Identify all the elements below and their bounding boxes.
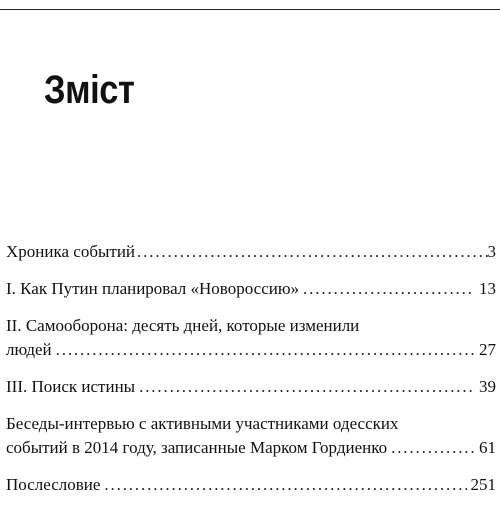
page-title: Зміст [44, 68, 135, 112]
dot-leader [391, 436, 475, 460]
toc-entry-title: Хроника событий [6, 242, 136, 261]
toc-entry-title: Беседы-интервью с активными участниками одесских [6, 414, 399, 433]
toc-page-number: 13 [479, 279, 496, 298]
toc-page-number: 3 [487, 242, 496, 261]
toc-entry-title: III. Поиск истины [6, 377, 136, 396]
toc-entry-chapter-1[interactable] [6, 277, 496, 301]
toc-entry-title-continued: людей [6, 340, 52, 359]
toc-entry-chapter-3[interactable] [6, 375, 496, 399]
dot-leader [303, 277, 475, 301]
toc-entry-title: I. Как Путин планировал «Новороссию» [6, 279, 300, 298]
table-of-contents [6, 240, 496, 510]
dot-leader [56, 338, 475, 362]
toc-entry-chapter-2[interactable] [6, 314, 496, 362]
toc-entry-chronicle[interactable] [6, 240, 496, 264]
dot-leader [104, 473, 466, 497]
toc-page-number: 39 [479, 377, 496, 396]
dot-leader [137, 240, 487, 264]
toc-entry-title: II. Самооборона: десять дней, которые изменили [6, 316, 360, 335]
toc-page-number: 27 [479, 340, 496, 359]
toc-page-number: 61 [479, 438, 496, 457]
toc-entry-afterword[interactable] [6, 473, 496, 497]
toc-entry-title: Послесловие [6, 475, 101, 494]
dot-leader [139, 375, 475, 399]
toc-page-number: 251 [470, 475, 496, 494]
toc-entry-interviews[interactable] [6, 412, 496, 460]
toc-entry-title-continued: событий в 2014 году, записанные Марком Гордиенко [6, 438, 388, 457]
top-rule [0, 9, 500, 10]
